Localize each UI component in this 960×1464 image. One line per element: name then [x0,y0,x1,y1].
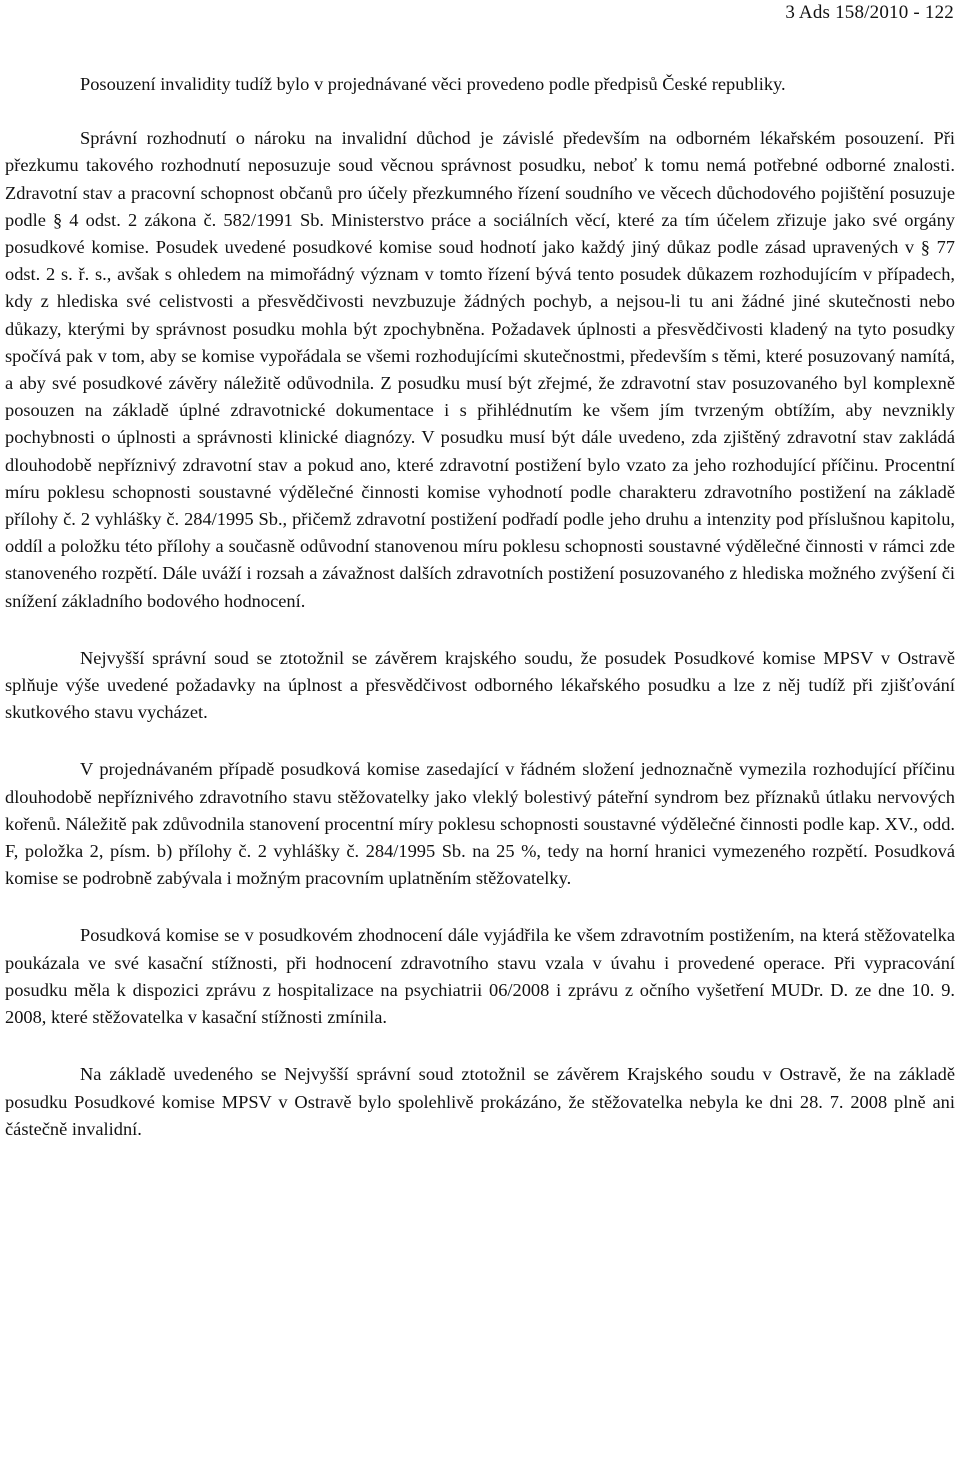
paragraph-invalidity-assessment: Posouzení invalidity tudíž bylo v projednávané věci provedeno podle předpisů České republiky. [80,74,786,94]
paragraph-commission-findings: V projednávaném případě posudková komise zasedající v řádném složení jednoznačně vymezila rozhodující příčinu dlouhodobě nepříznivého zdravotního stavu stěžovatelky jako vleklý bolestivý páteřní syndrom bez příznaků útlaku nervových kořenů. Náležitě pak zdůvodnila stanovení procentní míry poklesu schopnosti soustavné výdělečné činnosti podle kap. XV., odd. F, položka 2, písm. b) přílohy č. 2 vyhlášky č. 284/1995 Sb. na 25 %, tedy na horní hranici vymezeného rozpětí. Posudková komise se podrobně zabývala i možným pracovním uplatněním stěžovatelky. [5,759,955,889]
paragraph-conclusion: Na základě uvedeného se Nejvyšší správní soud ztotožnil se závěrem Krajského soudu v Ostravě, že na základě posudku Posudkové komise MPSV v Ostravě bylo spolehlivě prokázáno, že stěžovatelka nebyla ke dni 28. 7. 2008 plně ani částečně invalidní. [5,1064,955,1139]
paragraph-court-agreement: Nejvyšší správní soud se ztotožnil se závěrem krajského soudu, že posudek Posudkové komise MPSV v Ostravě splňuje výše uvedené požadavky na úplnost a přesvědčivost odborného lékařského posudku a lze z něj tudíž při zjišťování skutkového stavu vycházet. [5,647,955,723]
case-number: 3 Ads 158/2010 - 122 [785,2,954,23]
document-body [5,71,955,1143]
paragraph-medical-assessment: Správní rozhodnutí o nároku na invalidní důchod je závislé především na odborném lékařském posouzení. Při přezkumu takového rozhodnutí neposuzuje soud věcnou správnost posudku, neboť k tomu nemá potřebné odborné znalosti. Zdravotní stav a pracovní schopnost občanů pro účely přezkumného řízení soudního ve věcech důchodového pojištění posuzuje podle § 4 odst. 2 zákona č. 582/1991 Sb. Ministerstvo práce a sociálních věcí, které za tím účelem zřizuje jako své orgány posudkové komise. Posudek uvedené posudkové komise soud hodnotí jako každý jiný důkaz podle zásad upravených v § 77 odst. 2 s. ř. s., avšak s ohledem na mimořádný význam v tomto řízení bývá tento posudek důkazem rozhodujícím v případech, kdy z hlediska své celistvosti a přesvědčivosti nevzbuzuje žádných pochyb, a nejsou-li tu ani žádné jiné skutečnosti nebo důkazy, kterými by správnost posudku mohla být zpochybněna. Požadavek úplnosti a přesvědčivosti kladený na tyto posudky spočívá pak v tom, aby se komise vypořádala se všemi rozhodujícími skutečnostmi, především s těmi, které posuzovaný namítá, a aby své posudkové závěry náležitě odůvodnila. Z posudku musí být zřejmé, že zdravotní stav posuzovaného byl komplexně posouzen na základě úplné zdravotnické dokumentace i s přihlédnutím ke všem jím tvrzeným obtížím, aby nevznikly pochybnosti o úplnosti a správnosti klinické diagnózy. V posudku musí být dále uvedeno, zda zjištěný zdravotní stav zakládá dlouhodobě nepříznivý zdravotní stav a pokud ano, které zdravotní postižení bylo vzato za jeho rozhodující příčinu. Procentní míru poklesu schopnosti soustavné výdělečné činnosti komise vyhodnotí podle charakteru zdravotního postižení na základě přílohy č. 2 vyhlášky č. 284/1995 Sb., přičemž zdravotní postižení podřadí podle jeho druhu a intenzity pod příslušnou kapitolu, oddíl a položku této přílohy a současně odůvodní stanovenou míru poklesu schopnosti soustavné výdělečné činnosti v rámci zde stanoveného rozpětí. Dále uváží i rozsah a závažnost dalších zdravotních postižení posuzovaného z hlediska možného zvýšení či snížení základního bodového hodnocení. [5,128,955,611]
paragraph-commission-evaluation: Posudková komise se v posudkovém zhodnocení dále vyjádřila ke všem zdravotním postižením, na která stěžovatelka poukázala ve své kasační stížnosti, při hodnocení zdravotního stavu vzala v úvahu i provedené operace. Při vypracování posudku měla k dispozici zprávu z hospitalizace na psychiatrii 06/2008 i zprávu z očního vyšetření MUDr. D. ze dne 10. 9. 2008, které stěžovatelka v kasační stížnosti zmínila. [5,925,955,1028]
